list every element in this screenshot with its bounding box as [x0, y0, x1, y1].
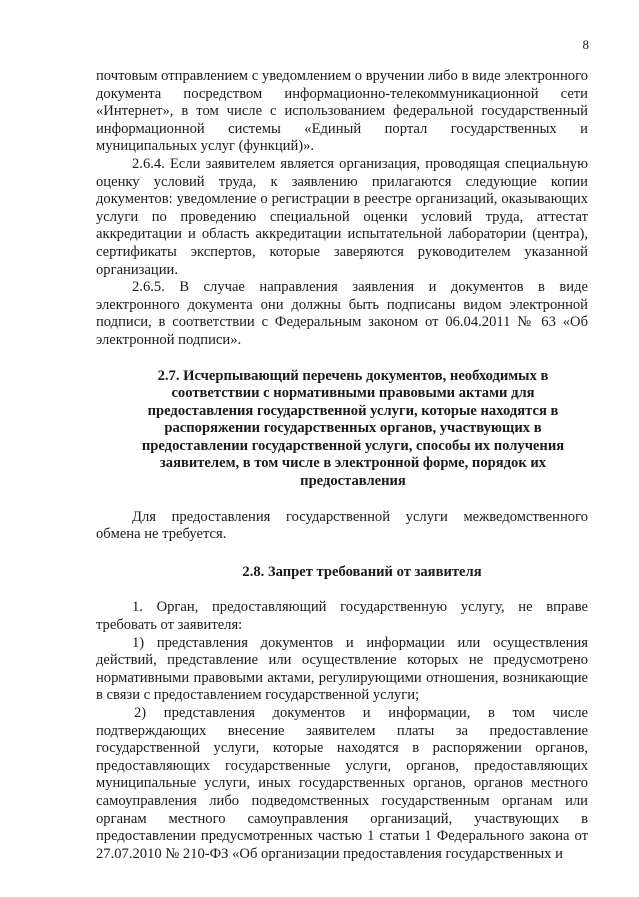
paragraph-2-6-5: 2.6.5. В случае направления заявления и документов в виде электронного документа они должны быть подписаны видом электронной подписи, в соответствии с Федеральным законом от 06.04.2011 № 63 «Об электронной подписи».	[96, 279, 588, 348]
paragraph-item-1: 1) представления документов и информации или осуществления действий, представление или осуществление которых не предусмотрено нормативными правовыми актами, регулирующими отношения, возникающие в связи с предоставлением государственной услуги;	[96, 634, 588, 704]
paragraph-interagency: Для предоставления государственной услуги межведомственного обмена не требуется.	[96, 508, 588, 543]
paragraph-prohibition-intro: 1. Орган, предоставляющий государственную услугу, не вправе требовать от заявителя:	[96, 599, 588, 634]
document-body	[96, 68, 588, 863]
paragraph-item-2: 2) представления документов и информации, в том числе подтверждающих внесение заявителем платы за предоставление государственной услуги, которые находятся в распоряжении органов, предоставляющих государственные услуги, органов, предоставляющих муниципальные услуги, иных государственных органов, органов местного самоуправления либо подведомственных государственным органам или органам местного самоуправления организаций, участвующих в предоставлении предусмотренных частью 1 статьи 1 Федерального закона от 27.07.2010 № 210-ФЗ «Об организации предоставления государственных и	[96, 705, 588, 862]
section-heading-2-7: 2.7. Исчерпывающий перечень документов, необходимых в соответствии с нормативными правовыми актами для предоставления государственной услуги, которые находятся в распоряжении государственных органов, участвующих в предоставлении государственной услуги, способы их получения заявителем, в том числе в электронной форме, порядок их предоставления	[141, 367, 565, 490]
paragraph-delivery-methods: почтовым отправлением с уведомлением о вручении либо в виде электронного документа посредством информационно-телекоммуникационной сети «Интернет», в том числе с использованием федеральной государственный информационной системы «Единый портал государственных и муниципальных услуг (функций)».	[96, 68, 588, 155]
page-number: 8	[582, 37, 589, 52]
paragraph-2-6-4: 2.6.4. Если заявителем является организация, проводящая специальную оценку условий труда, к заявлению прилагаются следующие копии документов: уведомление о регистрации в реестре организаций, оказывающих услуги по проведению специальной оценки условий труда, аттестат аккредитации и область аккредитации испытательной лаборатории (центра), сертификаты экспертов, которые заверяются руководителем указанной организации.	[96, 155, 588, 278]
section-heading-2-8: 2.8. Запрет требований от заявителя	[242, 563, 482, 580]
